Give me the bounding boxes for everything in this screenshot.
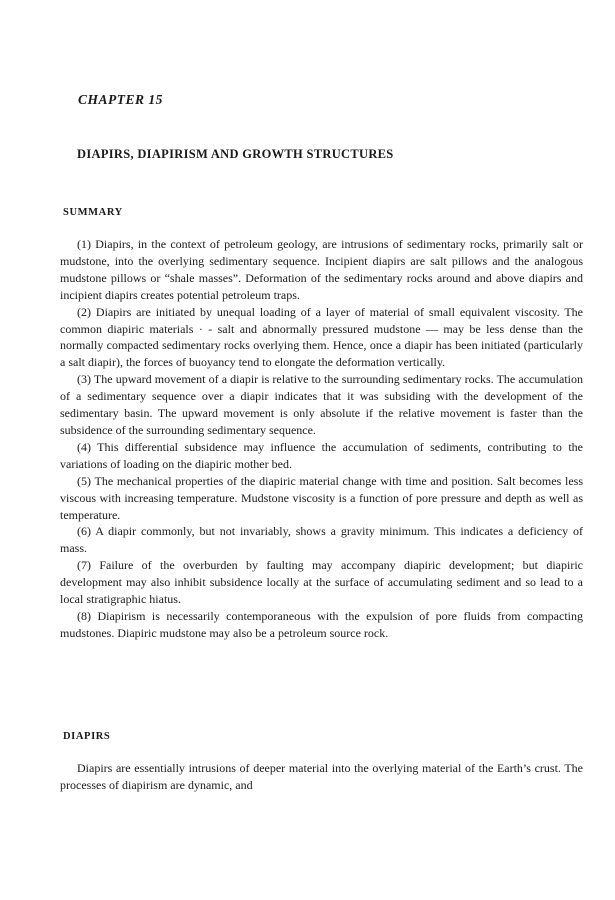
diapirs-heading: DIAPIRS <box>63 731 111 742</box>
diapirs-paragraph: Diapirs are essentially intrusions of deeper material into the overlying material of the Earth’s crust. The processes of diapirism are dynamic, and <box>60 761 583 792</box>
summary-paragraph-4: (4) This differential subsidence may influence the accumulation of sediments, contributing to the variations of loading on the diapiric mother bed. <box>60 439 583 471</box>
summary-paragraph-7: (7) Failure of the overburden by faulting may accompany diapiric development; but diapiric development may also inhibit subsidence locally at the surface of accumulating sediment and so lead to a local stratigraphic hiatus. <box>60 558 583 607</box>
summary-paragraph-1: (1) Diapirs, in the context of petroleum geology, are intrusions of sedimentary rocks, primarily salt or mudstone, into the overlying sedimentary sequence. Incipient diapirs are salt pillows and the analogous mudstone pillows or “shale masses”. Deformation of the sedimentary rocks around and above diapirs and incipient diapirs creates potential petroleum traps. <box>60 237 583 302</box>
summary-paragraph-5: (5) The mechanical properties of the diapiric material change with time and position. Salt becomes less viscous with increasing temperature. Mudstone viscosity is a function of pore pressure and depth as well as temperature. <box>60 473 583 522</box>
summary-paragraph-8: (8) Diapirism is necessarily contemporaneous with the expulsion of pore fluids from compacting mudstones. Diapiric mudstone may also be a petroleum source rock. <box>60 608 583 640</box>
summary-section <box>60 236 583 642</box>
chapter-number: CHAPTER 15 <box>78 92 163 107</box>
diapirs-section <box>60 760 583 794</box>
chapter-title: DIAPIRS, DIAPIRISM AND GROWTH STRUCTURES <box>77 147 394 161</box>
summary-paragraph-2: (2) Diapirs are initiated by unequal loading of a layer of material of small equivalent viscosity. The common diapiric materials · - salt and abnormally pressured mudstone — may be less dense than the normally compacted sedimentary rocks overlying them. Hence, once a diapir has been initiated (particularly a salt diapir), the forces of buoyancy tend to elongate the deformation vertically. <box>60 304 583 370</box>
summary-heading: SUMMARY <box>63 207 123 218</box>
summary-paragraph-6: (6) A diapir commonly, but not invariably, shows a gravity minimum. This indicates a deficiency of mass. <box>60 524 583 556</box>
summary-paragraph-3: (3) The upward movement of a diapir is relative to the surrounding sedimentary rocks. The accumulation of a sedimentary sequence over a diapir indicates that it was subsiding with the development of the sedimentary basin. The upward movement is only absolute if the relative movement is faster than the subsidence of the surrounding sedimentary sequence. <box>60 372 583 437</box>
